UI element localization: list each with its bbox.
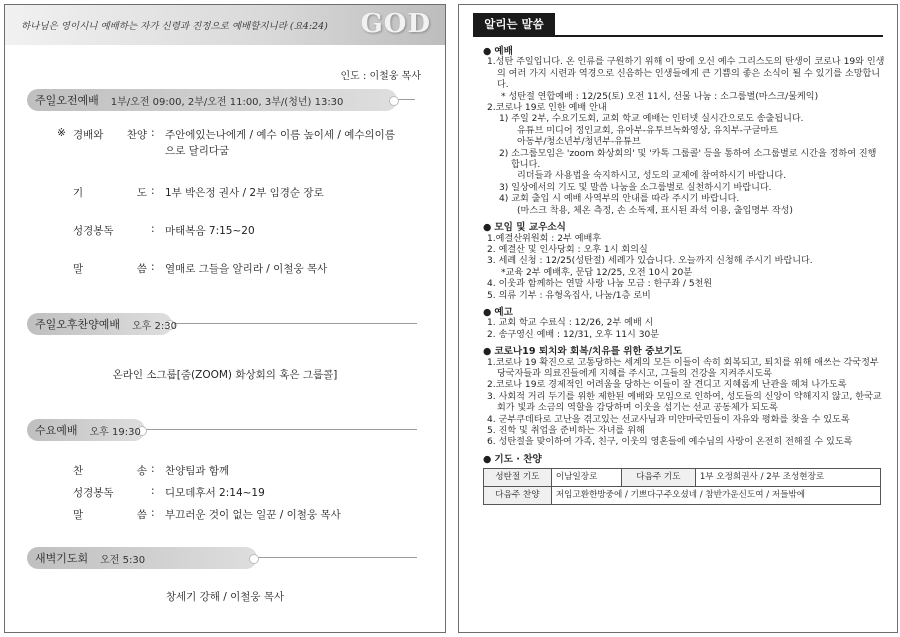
section-meetings: [483, 222, 887, 233]
list-item: 1.코로나 19 확진으로 고통당하는 세계의 모든 이들이 속히 회복되고, 퇴치를 위해 애쓰는 각국정부 당국자들과 의료진들에게 지혜를 주시고, 그들의 건강을 지켜주시도록: [487, 357, 879, 379]
row-colon: :: [151, 463, 155, 475]
bullet-icon: ●: [483, 46, 492, 57]
section-title: 모임 및 교우소식: [494, 222, 566, 234]
dawn-prayer-note: 창세기 강해 / 이철웅 목사: [165, 591, 285, 603]
announcements-page: [458, 4, 898, 633]
list-item: 5. 의류 기부 : 유형옥집사, 나눔/1층 로비: [487, 290, 651, 301]
afternoon-service-title: 주일오후찬양예배: [35, 318, 121, 331]
section-title: 예고: [494, 306, 513, 318]
list-item: 3. 사회적 거리 두기를 위한 제한된 예배와 모임으로 인하여, 성도들의 신앙이 약해지지 않고, 한국교회가 빛과 소금의 역할을 감당하며 이웃을 섬기는 선교 공동체가 되도록: [487, 391, 882, 414]
row-value: 1부 박은정 권사 / 2부 임경순 장로: [165, 187, 324, 199]
bullet-icon: ●: [483, 453, 492, 465]
wednesday-service-bar: [27, 419, 417, 441]
section-worship: [483, 46, 887, 57]
god-logo: GOD: [360, 9, 431, 39]
header-rule: [473, 35, 883, 37]
row-label: 성경봉독: [73, 225, 114, 237]
row-colon: :: [151, 127, 155, 139]
table-cell: 1부 오정희권사 / 2부 조성현장로: [695, 469, 880, 487]
list-item: 3. 세례 신청 : 12/25(성탄절) 세례가 있습니다. 오늘까지 신청해 주시기 바랍니다.: [487, 256, 813, 267]
list-item: 2.코로나 19로 인한 예배 안내: [487, 103, 607, 114]
sub-item: 3) 일상에서의 기도 및 말씀 나눔을 소그룹별로 실천하시기 바랍니다.: [499, 182, 772, 193]
sub-item: 4) 교회 출입 시 예배 사역부의 안내를 따라 주시기 바랍니다.: [499, 194, 740, 205]
list-item: 2.코로나 19로 경제적인 어려움을 당하는 이들이 잘 견디고 지혜롭게 난관을 헤쳐 나가도록: [487, 380, 847, 391]
list-item: 2. 예결산 및 인사당회 : 오후 1시 회의실: [487, 244, 648, 255]
announcements-content: [483, 43, 887, 505]
table-cell: 저임고환한방중에 / 기쁘다구주오셨네 / 참반가운신도여 / 저들밖에: [551, 487, 880, 505]
wednesday-service-title: 수요예배: [35, 424, 78, 437]
list-item: 6. 성탄절을 맞이하여 가족, 친구, 이웃의 영혼들에 예수님의 사랑이 온전히 전해질 수 있도록: [487, 437, 853, 448]
prayer-praise-table: [483, 468, 881, 505]
row-value: 마태복음 7:15~20: [165, 225, 255, 237]
list-item: 1.성탄 주일입니다. 온 인류를 구원하기 위해 이 땅에 오신 예수 그리스도의 탄생이 코로나 19와 인생의 여러 가지 시련과 역경으로 신음하는 인생들에게 큰 기쁨의 좋은 소식이 될 수 있기를 소망합니다.: [487, 57, 885, 91]
row-colon: :: [151, 261, 155, 273]
section-title: 코로나19 퇴치와 회복/치유를 위한 중보기도: [494, 346, 683, 358]
morning-service-time: 1부/오전 09:00, 2부/오전 11:00, 3부/(청년) 13:30: [110, 96, 344, 108]
dawn-prayer-bar: [27, 547, 417, 569]
row-colon: :: [151, 507, 155, 519]
section-title: 예배: [494, 46, 513, 57]
row-label: 말 씀: [73, 263, 147, 275]
afternoon-service-bar: [27, 313, 417, 335]
table-row: [484, 487, 881, 505]
verse-banner: [5, 5, 445, 45]
table-cell: 다음주 찬양: [484, 487, 552, 505]
bullet-icon: ●: [483, 306, 492, 318]
table-cell: 이남일장로: [551, 469, 621, 487]
row-value: 주안에있는나에게 / 예수 이름 높이세 / 예수의이름으로 달리다굼: [165, 129, 395, 157]
row-label: 말 씀: [73, 509, 147, 521]
row-colon: :: [151, 485, 155, 497]
section-notice: [483, 307, 887, 318]
service-leader: 인도 : 이철웅 목사: [340, 71, 421, 82]
table-cell: 성탄절 기도: [484, 469, 552, 487]
list-item: 1.예결산위원회 : 2부 예배후: [487, 233, 602, 244]
sub-item: 2) 소그룹모임은 'zoom 화상회의' 및 '카톡 그룹콜' 등을 통하여 소그룹별로 시간을 정하여 진행 합니다.: [499, 148, 877, 171]
wednesday-service-time: 오후 19:30: [89, 426, 141, 438]
row-colon: :: [151, 185, 155, 197]
announcements-header: 알리는 말씀: [473, 13, 555, 35]
morning-service-title: 주일오전예배: [35, 94, 99, 107]
afternoon-service-note: 온라인 소그룹[줌(ZOOM) 화상회의 혹은 그룹콜]: [112, 369, 338, 381]
bullet-icon: ●: [483, 222, 492, 234]
reference-mark: ※: [57, 127, 66, 139]
list-item: 1. 교회 학교 수료식 : 12/26, 2부 예배 시: [487, 318, 654, 329]
afternoon-service-time: 오후 2:30: [132, 320, 177, 332]
sub-item: 1) 주일 2부, 수요기도회, 교회 학교 예배는 인터넷 실시간으로도 송출됩니다.: [499, 114, 804, 125]
banner-verse: 하나님은 영이시니 예배하는 자가 신령과 진정으로 예배할지니라 (요4:24): [21, 21, 328, 32]
row-label: 기 도: [73, 187, 147, 199]
sub-item-detail: 아동부/청소년부/청년부-유튜브: [517, 137, 641, 148]
row-label: 성경봉독: [73, 487, 114, 499]
list-item: 4. 군부쿠데타로 고난을 겪고있는 선교사님과 미얀마국민들이 자유와 평화를 찾을 수 있도록: [487, 414, 850, 425]
row-value: 찬양팀과 함께: [165, 465, 230, 477]
morning-service-bar: [27, 89, 417, 111]
row-label: 경배와 찬양: [73, 129, 147, 141]
sub-item-detail: 유튜브 미디어 정인교회, 유아부-유투브녹화영상, 유치부-구글마트: [517, 125, 779, 136]
list-item: 2. 송구영신 예배 : 12/31, 오후 11시 30분: [487, 329, 660, 340]
bullet-icon: ●: [483, 346, 492, 358]
row-value: 디모데후서 2:14~19: [165, 487, 265, 499]
row-colon: :: [151, 223, 155, 235]
list-item: 5. 진학 및 취업을 준비하는 자녀를 위해: [487, 426, 645, 436]
row-value: 열매로 그들을 알리라 / 이철웅 목사: [165, 263, 328, 275]
table-cell: 다음주 기도: [621, 469, 695, 487]
section-intercession: [483, 346, 887, 357]
list-item: 4. 이웃과 함께하는 연말 사랑 나눔 모금 : 한구좌 / 5천원: [487, 279, 713, 290]
dawn-prayer-time: 오전 5:30: [100, 554, 146, 566]
row-label: 찬 송: [73, 465, 147, 477]
list-note: *교육 2부 예배후, 문답 12/25, 오전 10시 20분: [501, 267, 693, 278]
sub-item-detail: (마스크 착용, 체온 측정, 손 소독제, 표시된 좌석 이용, 출입명부 작성): [517, 205, 793, 216]
section-title: 기도 · 찬양: [494, 453, 542, 465]
order-of-worship-page: [4, 4, 446, 633]
dawn-prayer-title: 새벽기도회: [35, 552, 89, 565]
list-note: * 성탄절 연합예배 : 12/25(토) 오전 11시, 선물 나눔 : 소그룹별(마스크/물케익): [501, 91, 819, 102]
row-value: 부끄러운 것이 없는 일꾼 / 이철웅 목사: [165, 509, 341, 521]
section-prayer-praise: [483, 454, 887, 465]
table-row: [484, 469, 881, 487]
sub-item-detail: 리더들과 사용법을 숙지하시고, 성도의 교제에 참여하시기 바랍니다.: [517, 171, 787, 182]
